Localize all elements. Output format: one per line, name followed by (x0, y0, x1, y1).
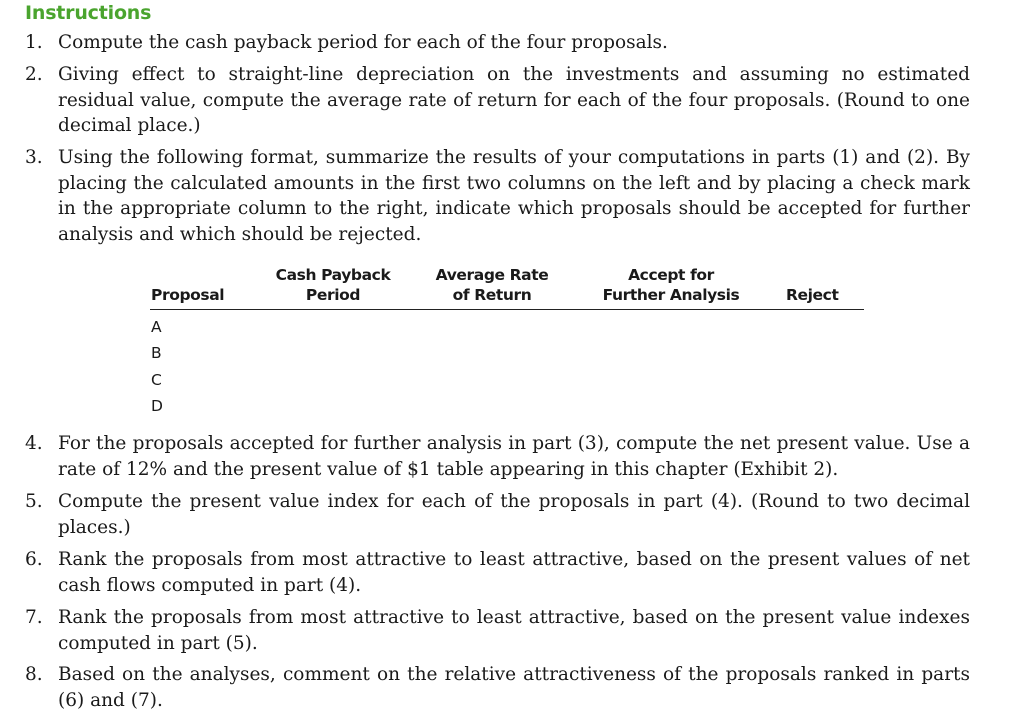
header-average-rate-line2: of Return (452, 286, 532, 304)
instruction-item-7 (25, 605, 970, 656)
item-number: 8. (25, 664, 43, 685)
item-number: 6. (25, 549, 43, 570)
instruction-item-5 (25, 489, 970, 540)
header-average-rate (427, 265, 557, 305)
header-accept (596, 265, 746, 305)
instruction-item-2 (25, 62, 970, 139)
item-number: 3. (25, 147, 43, 168)
item-text: Compute the present value index for each of the proposals in part (4). (Round to two decimal places.) (58, 491, 970, 538)
item-text: Rank the proposals from most attractive to least attractive, based on the present values of net cash flows computed in part (4). (58, 549, 970, 596)
item-number: 5. (25, 491, 43, 512)
instruction-item-3 (25, 145, 970, 247)
instruction-item-6 (25, 547, 970, 598)
instruction-item-4 (25, 431, 970, 482)
header-accept-line2: Further Analysis (602, 286, 740, 304)
header-cash-payback-line2: Period (305, 286, 361, 304)
header-reject: Reject (786, 286, 839, 304)
header-proposal: Proposal (151, 286, 225, 304)
instruction-item-1 (25, 30, 970, 56)
header-average-rate-line1: Average Rate (435, 266, 549, 284)
table-row: D (151, 397, 163, 415)
header-cash-payback-line1: Cash Payback (275, 266, 391, 284)
table-row: B (151, 344, 162, 362)
item-text: Compute the cash payback period for each of the four proposals. (58, 32, 668, 53)
item-number: 7. (25, 607, 43, 628)
table-header-rule (150, 309, 864, 310)
item-text: For the proposals accepted for further analysis in part (3), compute the net present value. Use a rate of 12% and the present value of $1 table appearing in this chapter (Exhibit 2). (58, 433, 970, 480)
table-row: C (151, 371, 162, 389)
item-number: 2. (25, 64, 43, 85)
item-text: Giving effect to straight-line depreciation on the investments and assuming no estimated residual value, compute the average rate of return for each of the four proposals. (Round to one decimal place.) (58, 64, 970, 136)
header-accept-line1: Accept for (628, 266, 714, 284)
header-cash-payback (268, 265, 398, 305)
item-text: Based on the analyses, comment on the relative attractiveness of the proposals ranked in parts (6) and (7). (58, 664, 970, 711)
item-number: 4. (25, 433, 43, 454)
item-text: Using the following format, summarize the results of your computations in parts (1) and (2). By placing the calculated amounts in the first two columns on the left and by placing a check mark in the appropriate column to the right, indicate which proposals should be accepted for further analysis and which should be rejected. (58, 147, 970, 245)
item-text: Rank the proposals from most attractive to least attractive, based on the present value indexes computed in part (5). (58, 607, 970, 654)
instruction-item-8 (25, 662, 970, 713)
table-row: A (151, 318, 162, 336)
instructions-heading: Instructions (25, 2, 152, 24)
item-number: 1. (25, 32, 43, 53)
